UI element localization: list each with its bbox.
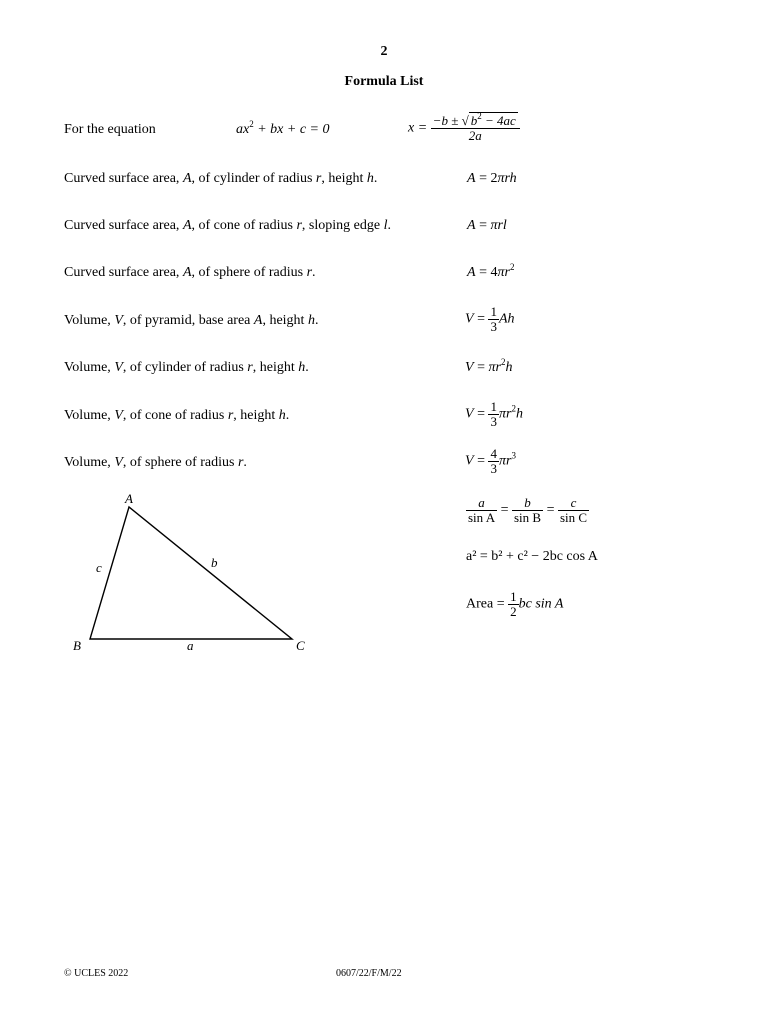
rad-sq: 2: [477, 111, 482, 121]
footer-copyright: © UCLES 2022: [64, 968, 129, 979]
row-sphere-volume-formula: V = $\frac{4}{3}$ $\pi r^3$: [465, 446, 516, 476]
den-2a: 2a: [468, 127, 482, 143]
row-cone-volume-formula: V = $\frac{1}{3}$ $\pi r^2h$: [465, 399, 523, 429]
vertex-C-label: C: [296, 638, 305, 653]
vertex-A-label: A: [125, 491, 133, 506]
quadratic-denominator: [431, 129, 520, 143]
cosine-rule: a² = b² + c² − 2bc cos A: [466, 549, 598, 564]
vertex-B-label: B: [73, 638, 81, 653]
sine-frac-c: $\frac{c}{\text{sin C}}$: [560, 495, 588, 525]
sqrt-sign: √ $b^2 - 4ac$: [461, 111, 516, 128]
triangle-diagram: [60, 488, 320, 658]
page-title: Formula List: [344, 74, 424, 89]
rad-b: b: [470, 113, 478, 128]
area-rule: Area = $\frac{1}{2}$ bc sin A: [466, 589, 564, 619]
quadratic-equation: [236, 119, 330, 138]
triangle-shape: [90, 507, 292, 639]
row-cone-volume-label: Volume, V, of cone of radius r, height h.: [64, 408, 290, 423]
row-pyramid-volume-formula: V = $\frac{1}{3}$ Ah: [465, 304, 515, 334]
sol-lhs: x =: [408, 120, 428, 136]
row-cone-area-label: Curved surface area, A, of cone of radius r, sloping edge l.: [64, 218, 391, 233]
quadratic-numerator: [431, 111, 520, 129]
row-cylinder-area-label: Curved surface area, A, of cylinder of radius r, height h.: [64, 171, 378, 186]
row-cone-area-formula: A = πrl: [467, 218, 507, 233]
row-pyramid-volume-label: Volume, V, of pyramid, base area A, height h.: [64, 313, 319, 328]
quadratic-fraction: [431, 111, 520, 143]
row-sphere-area-label: Curved surface area, A, of sphere of radius r.: [64, 265, 316, 280]
quadratic-solution: [408, 111, 520, 143]
row-sphere-area-formula: $A = 4\pi r^2$: [467, 262, 515, 280]
side-c-label: c: [96, 560, 102, 575]
rad-rest: − 4ac: [481, 113, 516, 128]
quadratic-label: For the equation: [64, 122, 156, 137]
side-a-label: a: [187, 638, 194, 653]
num-pre: −b ±: [432, 113, 459, 128]
row-cylinder-volume-formula: $V = \pi r^2h$: [465, 357, 513, 375]
row-cylinder-volume-label: Volume, V, of cylinder of radius r, height h.: [64, 360, 309, 375]
row-cylinder-area-formula: A = 2πrh: [467, 171, 517, 186]
sine-rule: $\frac{a}{\text{sin A}}$ = $\frac{b}{\text{sin B}}$ = $\frac{c}{\text{sin C}}$: [468, 495, 588, 525]
page-number: 2: [380, 44, 388, 59]
eq-ax: ax: [236, 122, 250, 137]
footer-code: 0607/22/F/M/22: [336, 968, 402, 979]
row-sphere-volume-label: Volume, V, of sphere of radius r.: [64, 455, 247, 470]
sine-frac-a: $\frac{a}{\text{sin A}}$: [468, 495, 496, 525]
eq-rest: + bx + c = 0: [253, 122, 330, 137]
side-b-label: b: [211, 555, 218, 570]
sine-frac-b: $\frac{b}{\text{sin B}}$: [514, 495, 542, 525]
eq-sq: 2: [249, 119, 254, 129]
